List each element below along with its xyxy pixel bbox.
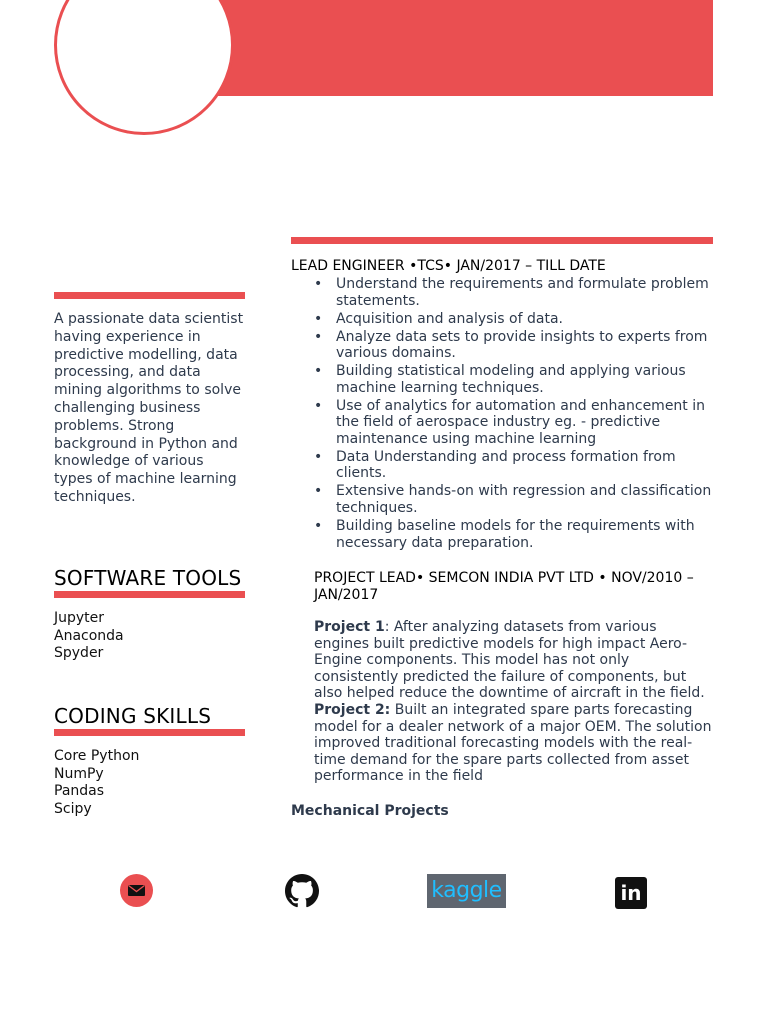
list-item: [314, 449, 714, 482]
role-title: LEAD ENGINEER •TCS• JAN/2017 – TILL DATE: [291, 258, 606, 274]
summary-rule: [54, 292, 245, 299]
bullet-text: Analyze data sets to provide insights to experts from various domains.: [336, 328, 708, 362]
profile-summary: A passionate data scientist having experience in predictive modelling, data processing, and data mining algorithms to solve challenging business problems. Strong background in Python and knowledge of various types of machine learning techniques.: [54, 311, 244, 505]
list-item: Pandas: [54, 783, 105, 800]
project-text: Built an integrated spare parts forecasting model for a dealer network of a major OEM. The solution improved traditional forecasting models with the real-time demand for the spare parts collected from asset performance in the field: [314, 701, 712, 785]
list-item: [314, 329, 714, 362]
avatar: [54, 0, 234, 135]
responsibility-list: [314, 276, 714, 553]
list-item: Core Python: [54, 748, 140, 764]
bullet-marker: •: [314, 276, 323, 292]
project-text: : After analyzing datasets from various engines built predictive models for high impact Aero-Engine components. This model has not only consistently predicted the failure of components, but also helped reduce the downtime of aircraft in the field.: [314, 619, 705, 702]
bullet-text: Use of analytics for automation and enhancement in the field of aerospace industry eg. - predictive maintenance using machine learning: [336, 397, 706, 447]
bullet-marker: •: [314, 518, 323, 535]
list-item: [314, 398, 714, 448]
experience-rule: [291, 237, 713, 244]
software-tools-heading: SOFTWARE TOOLS: [54, 566, 242, 590]
list-item: [314, 311, 714, 328]
bullet-marker: •: [314, 483, 323, 500]
coding-skills-rule: [54, 729, 245, 736]
kaggle-logo[interactable]: [427, 874, 506, 908]
software-tools-list: [54, 610, 124, 663]
bullet-text: Understand the requirements and formulate problem statements.: [336, 276, 709, 309]
bullet-marker: •: [314, 363, 323, 380]
list-item: Jupyter: [54, 610, 105, 626]
list-item: Scipy: [54, 800, 92, 817]
list-item: [314, 518, 714, 551]
list-item: Anaconda: [54, 627, 124, 644]
bullet-text: Building statistical modeling and applying various machine learning techniques.: [336, 363, 686, 396]
list-item: [314, 363, 714, 396]
role-title: PROJECT LEAD• SEMCON INDIA PVT LTD • NOV/2010 – JAN/2017: [314, 570, 694, 603]
bullet-text: Extensive hands-on with regression and classification techniques.: [336, 483, 712, 517]
coding-skills-heading: CODING SKILLS: [54, 704, 212, 728]
kaggle-logo-text: kaggle: [431, 878, 502, 903]
project-descriptions: [314, 619, 714, 785]
bullet-marker: •: [314, 397, 323, 414]
github-icon[interactable]: [285, 874, 319, 908]
project-label: Project 2:: [314, 701, 391, 718]
bullet-text: Acquisition and analysis of data.: [336, 310, 563, 327]
project-label: Project 1: [314, 619, 385, 635]
linkedin-icon-text: in: [620, 881, 642, 905]
list-item: Spyder: [54, 645, 104, 662]
coding-skills-list: [54, 748, 139, 818]
mechanical-projects-heading: Mechanical Projects: [291, 803, 449, 819]
software-tools-rule: [54, 591, 245, 598]
list-item: [314, 483, 714, 516]
linkedin-icon[interactable]: [615, 877, 647, 909]
bullet-marker: •: [314, 448, 323, 465]
list-item: NumPy: [54, 765, 104, 782]
email-icon[interactable]: [120, 874, 153, 907]
bullet-marker: •: [314, 328, 323, 345]
bullet-text: Building baseline models for the requirements with necessary data preparation.: [336, 518, 695, 551]
list-item: [314, 276, 714, 309]
bullet-marker: •: [314, 310, 323, 327]
bullet-text: Data Understanding and process formation from clients.: [336, 448, 676, 482]
